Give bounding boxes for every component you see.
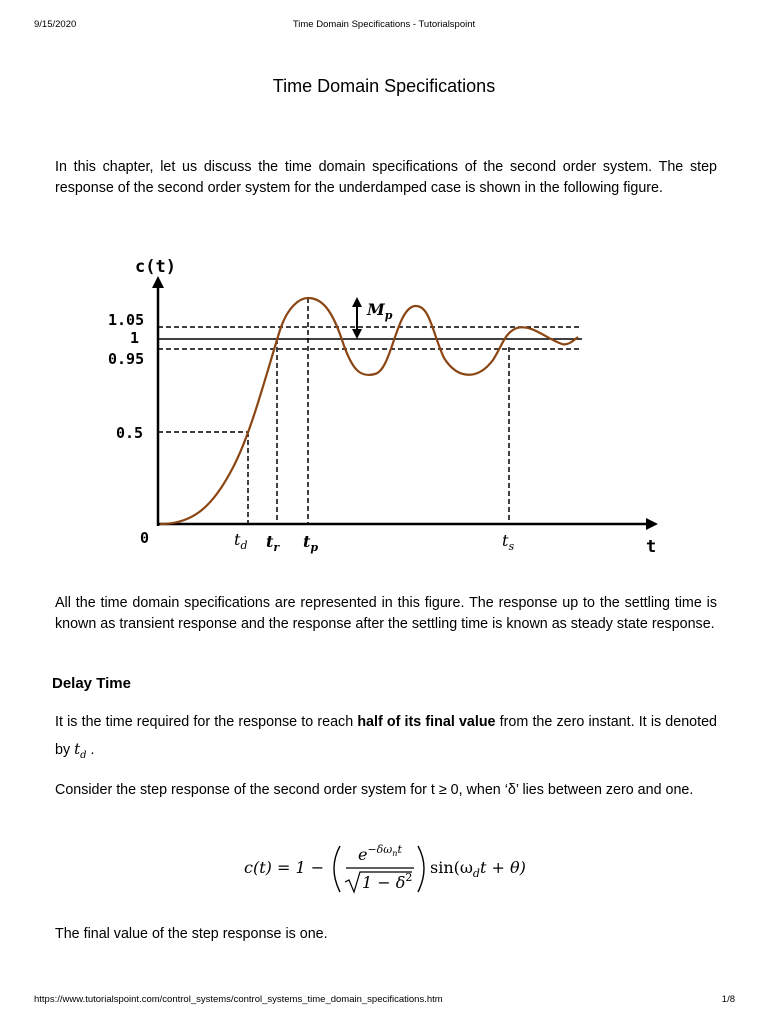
print-header-title: Time Domain Specifications - Tutorialspoint (292, 19, 476, 30)
step-response-figure (100, 248, 670, 568)
overshoot-label: $M_p$ (367, 300, 393, 322)
y-axis-label: c(t) (135, 257, 176, 277)
transient-paragraph: All the time domain specifications are represented in this figure. The response up to the settling time is known as transient response and the response after the settling time is known as steady state response. (55, 595, 717, 632)
final-value-paragraph: The final value of the step response is one. (55, 926, 328, 942)
equation-rhs: $\sin(\omega_dt + \theta)$ (430, 858, 526, 880)
section-heading-delay-time: Delay Time (52, 675, 131, 692)
equation-left-paren (334, 846, 340, 892)
equation-numerator: $e^{-\delta\omega}nt$ (358, 843, 402, 864)
td-label: $t_d$ (234, 530, 248, 552)
intro-paragraph: In this chapter, let us discuss the time domain specifications of the second order system. The step response of the second order system for the underdamped case is shown in the following figure. (55, 159, 717, 196)
step-response-curve (160, 298, 578, 524)
x-axis-arrow (646, 518, 658, 530)
step-response-equation (0, 838, 768, 898)
equation-lhs: c(t) = 1 − (244, 858, 325, 877)
x-axis-label: t (646, 537, 657, 557)
print-date: 9/15/2020 (34, 19, 77, 30)
overshoot-arrow-head-down (352, 329, 362, 339)
tp-label: $t_p$ (303, 532, 319, 554)
y-axis-arrow (152, 276, 164, 288)
print-page-number: 1/8 (721, 994, 735, 1005)
page-title: Time Domain Specifications (272, 76, 496, 96)
equation-denominator: $1 - \delta^2$ (362, 871, 413, 892)
td-symbol: $t_d$ (74, 740, 87, 761)
y-tick-label: 0.5 (116, 424, 144, 442)
equation-right-paren (418, 846, 424, 892)
overshoot-arrow-head-up (352, 297, 362, 307)
definition-emphasis: half of its final value (357, 714, 496, 730)
delay-time-definition: It is the time required for the response to reach half of its final value from the zero instant. It is denoted by $t_d$ . (55, 714, 717, 761)
y-tick-label: 1 (130, 329, 140, 347)
ts-label: $t_s$ (502, 531, 515, 553)
y-tick-label: 0.95 (108, 350, 145, 368)
tr-label: $t_r$ (266, 532, 280, 554)
print-footer-url: https://www.tutorialspoint.com/control_systems/control_systems_time_domain_specifications.htm (34, 994, 443, 1005)
y-tick-label: 1.05 (108, 311, 145, 329)
consider-paragraph: Consider the step response of the second order system for t ≥ 0, when ‘δ’ lies between zero and one. (55, 782, 694, 798)
origin-label: 0 (140, 529, 150, 547)
